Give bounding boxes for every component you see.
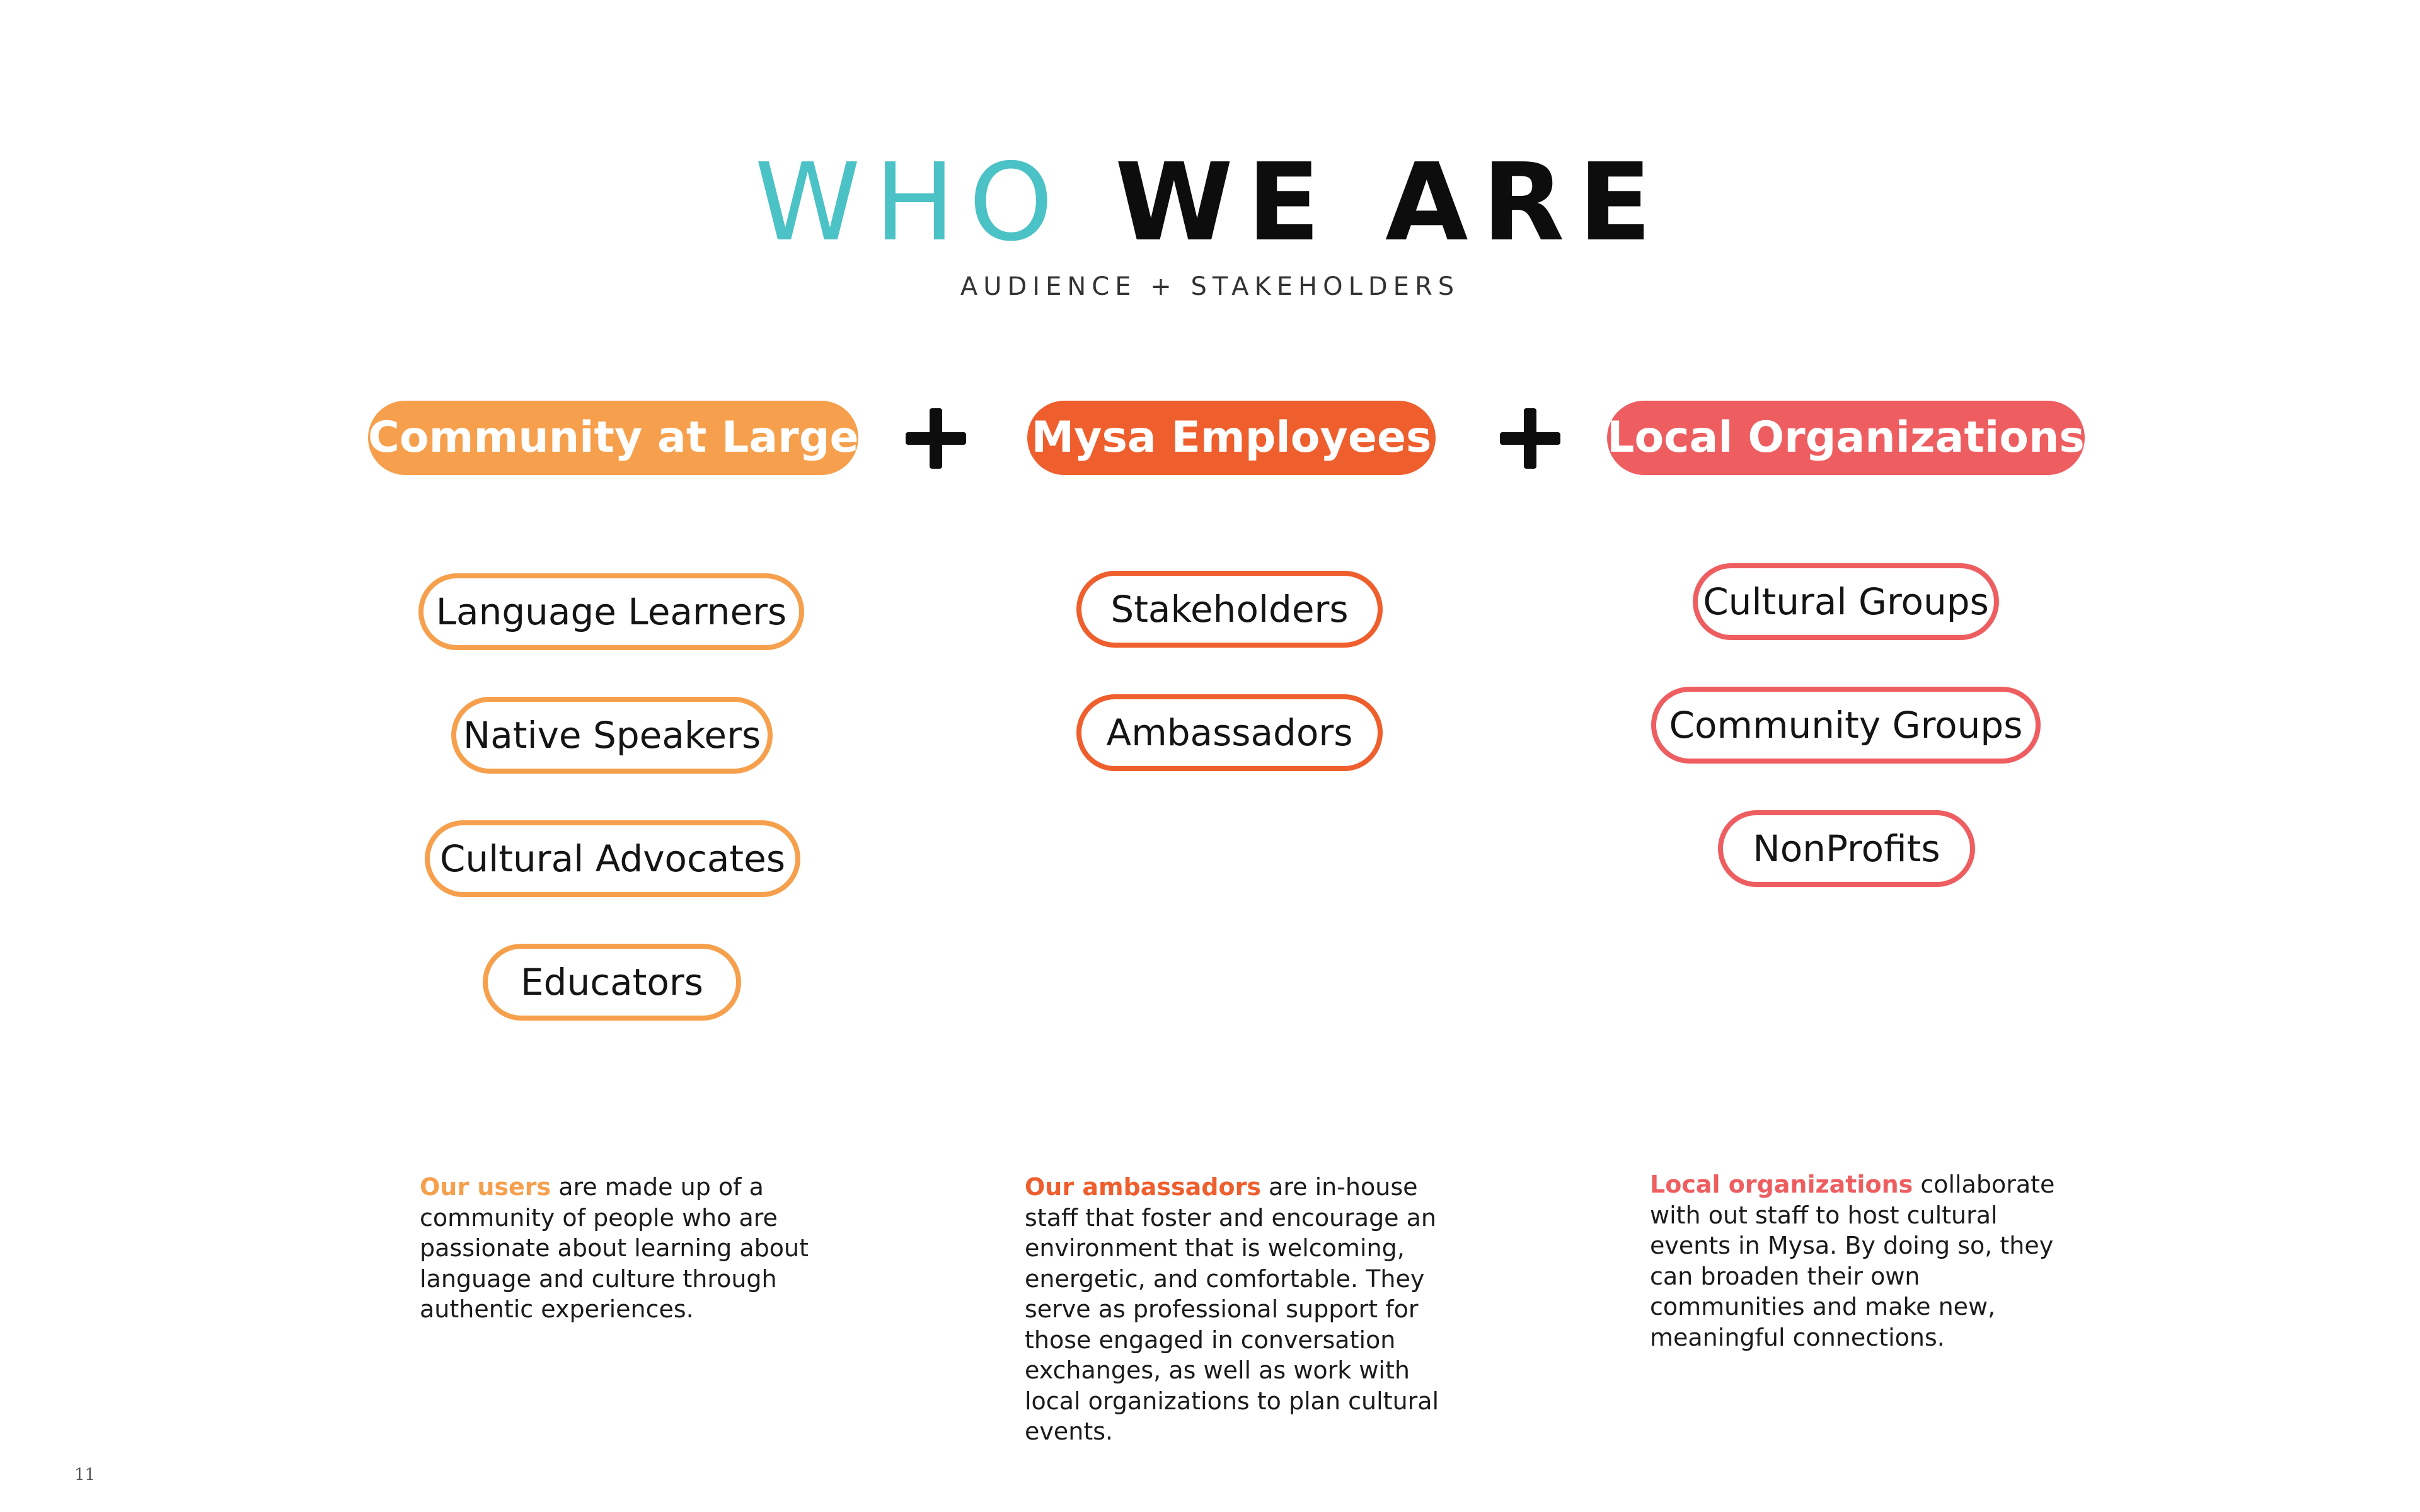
description-users [420,1172,823,1325]
header-mysa-employees: Mysa Employees [1027,401,1436,475]
description-local-organizations [1650,1169,2060,1353]
tag-cultural-groups: Cultural Groups [1693,563,1999,640]
description-body: collaborate with out staff to host cultural events in Mysa. By doing so, they can broaden their own communities and make new, meaningful connections. [1650,1171,2055,1351]
tag-educators: Educators [483,944,741,1021]
tag-nonprofits: NonProfits [1718,810,1975,887]
header-local-organizations: Local Organizations [1607,401,2085,475]
title-main: WE ARE [1115,140,1666,265]
tag-native-speakers: Native Speakers [451,697,773,774]
tag-community-groups: Community Groups [1651,687,2041,764]
tag-stakeholders: Stakeholders [1076,571,1383,648]
tag-cultural-advocates: Cultural Advocates [425,820,800,897]
title-accent: WHO [754,140,1068,265]
tag-language-learners: Language Learners [418,573,804,650]
description-body: are in-house staff that foster and encourage an environment that is welcoming, energetic, and comfortable. They serve as professional support for those engaged in conversation exchanges, as well as work with local organizations to plan cultural events. [1025,1173,1439,1445]
description-body: are made up of a community of people who are passionate about learning about language and culture through authentic experiences. [420,1173,809,1323]
page-title [0,140,2420,266]
description-lead: Our users [420,1173,551,1201]
tag-ambassadors: Ambassadors [1076,694,1383,771]
description-lead: Our ambassadors [1025,1173,1261,1201]
page-subtitle: AUDIENCE + STAKEHOLDERS [960,272,1460,301]
description-lead: Local organizations [1650,1171,1913,1198]
plus-icon [906,408,966,469]
description-ambassadors [1025,1172,1441,1447]
plus-icon [1500,408,1560,469]
header-community-at-large: Community at Large [368,401,858,475]
page-number: 11 [74,1465,96,1484]
